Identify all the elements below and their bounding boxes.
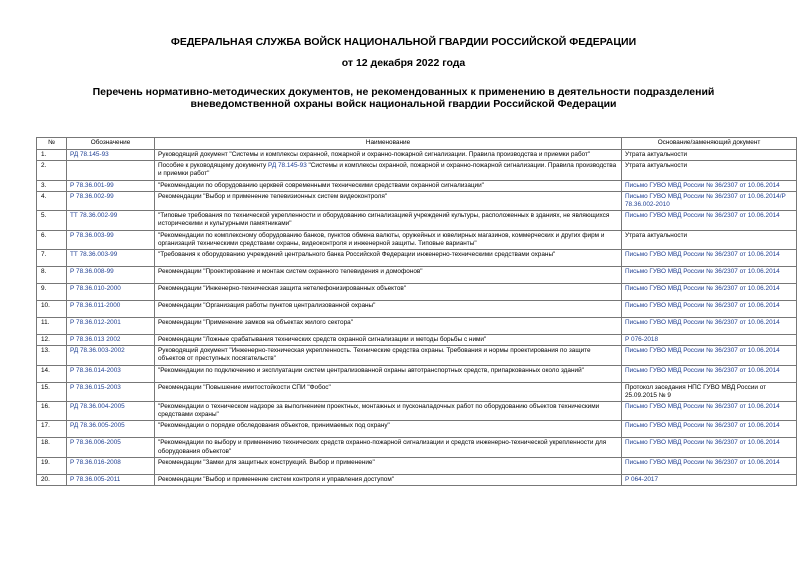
basis-document-link[interactable]: Письмо ГУВО МВД России № 36/2307 от 10.06.2014: [622, 402, 797, 421]
table-row: [37, 402, 797, 421]
document-name-text: Рекомендации "Инженерно-техническая защита нетелефонизированных объектов": [158, 285, 407, 293]
row-number: 1.: [37, 150, 67, 161]
document-name: [155, 457, 622, 474]
document-name: [155, 250, 622, 267]
basis-document-link[interactable]: Письмо ГУВО МВД России № 36/2307 от 10.06.2014: [622, 457, 797, 474]
table-header-row: [37, 138, 797, 150]
basis-document-link[interactable]: Р 064-2017: [622, 474, 797, 485]
document-name: [155, 180, 622, 191]
document-name-text: Рекомендации "Организация работы пунктов централизованной охраны": [158, 302, 376, 310]
document-code-link[interactable]: Р 78.36.016-2008: [67, 457, 155, 474]
document-name: [155, 230, 622, 249]
document-name: [155, 382, 622, 401]
document-code-link[interactable]: ТТ 78.36.003-99: [67, 250, 155, 267]
row-number: 17.: [37, 421, 67, 438]
table-row: [37, 335, 797, 346]
table-row: [37, 301, 797, 318]
document-date: от 12 декабря 2022 года: [341, 57, 466, 69]
row-number: 5.: [37, 211, 67, 230]
row-number: 20.: [37, 474, 67, 485]
document-name: [155, 150, 622, 161]
document-code-link[interactable]: Р 78.36.003-99: [67, 230, 155, 249]
basis-document-link[interactable]: Письмо ГУВО МВД России № 36/2307 от 10.06.2014: [622, 267, 797, 284]
document-name-text: Рекомендации "Выбор и применение телевизионных систем видеоконтроля": [158, 192, 388, 200]
document-name-text: "Требования к оборудованию учреждений центрального банка Российской Федерации инженерно-техническими средствами охраны": [158, 251, 556, 259]
table-row: [37, 318, 797, 335]
table-row: [37, 474, 797, 485]
document-title: Перечень нормативно-методических документов, не рекомендованных к применению в деятельности подразделений вневедомственной охраны войск национальной гвардии Российской Федерации: [92, 86, 715, 110]
document-name: [155, 191, 622, 210]
document-name-text: "Типовые требования по технической укрепленности и оборудованию сигнализацией учреждений культуры, расположенных в зданиях, не являющихся историческими и культурными памятниками": [158, 212, 610, 228]
row-number: 11.: [37, 318, 67, 335]
col-header-code: Обозначение: [67, 138, 155, 150]
document-name-text: "Системы и комплексы охранной, пожарной и охранно-пожарной сигнализации. Правила производства и приемки работ": [158, 162, 617, 178]
document-name: [155, 284, 622, 301]
row-number: 9.: [37, 284, 67, 301]
table-row: [37, 191, 797, 210]
table-row: [37, 284, 797, 301]
document-name: [155, 335, 622, 346]
table-row: [37, 457, 797, 474]
basis-document-link[interactable]: Письмо ГУВО МВД России № 36/2307 от 10.06.2014: [622, 211, 797, 230]
table-row: [37, 382, 797, 401]
table-row: [37, 438, 797, 457]
document-name: [155, 211, 622, 230]
row-number: 8.: [37, 267, 67, 284]
document-name-link[interactable]: РД 78.145-93: [268, 162, 307, 170]
basis-document-link[interactable]: Письмо ГУВО МВД России № 36/2307 от 10.06.2014: [622, 284, 797, 301]
row-number: 12.: [37, 335, 67, 346]
document-name: [155, 267, 622, 284]
row-number: 14.: [37, 365, 67, 382]
document-name: [155, 301, 622, 318]
document-name-text: "Рекомендации по подключению и эксплуатации систем централизованной охраны автотранспортных средств, припаркованных около зданий": [158, 366, 584, 374]
document-code-link[interactable]: Р 78.36.002-99: [67, 191, 155, 210]
basis-text: Утрата актуальности: [622, 161, 797, 180]
table-row: [37, 230, 797, 249]
document-code-link[interactable]: РД 78.36.005-2005: [67, 421, 155, 438]
document-name: [155, 421, 622, 438]
basis-document-link[interactable]: Письмо ГУВО МВД России № 36/2307 от 10.06.2014: [622, 421, 797, 438]
document-code-link[interactable]: Р 78.36.010-2000: [67, 284, 155, 301]
col-header-number: №: [37, 138, 67, 150]
document-name-text: Рекомендации "Повышение имитостойкости СПИ "Фобос": [158, 383, 331, 391]
document-code-link[interactable]: ТТ 78.36.002-99: [67, 211, 155, 230]
document-name-text: Рекомендации "Замки для защитных конструкций. Выбор и применение": [158, 458, 375, 466]
col-header-basis: Основание/заменяющий документ: [622, 138, 797, 150]
basis-document-link[interactable]: Письмо ГУВО МВД России № 36/2307 от 10.06.2014: [622, 365, 797, 382]
table-row: [37, 211, 797, 230]
row-number: 13.: [37, 346, 67, 365]
document-code-link[interactable]: Р 78.36.014-2003: [67, 365, 155, 382]
table-row: [37, 250, 797, 267]
basis-text: Утрата актуальности: [622, 150, 797, 161]
row-number: 10.: [37, 301, 67, 318]
table-row: [37, 150, 797, 161]
row-number: 18.: [37, 438, 67, 457]
document-name-text: Пособие к руководящему документу: [158, 162, 269, 170]
basis-document-link[interactable]: Письмо ГУВО МВД России № 36/2307 от 10.06.2014/Р 78.36.002-2010: [622, 191, 797, 210]
table-row: [37, 267, 797, 284]
document-code-link[interactable]: РД 78.36.004-2005: [67, 402, 155, 421]
basis-document-link[interactable]: Письмо ГУВО МВД России № 36/2307 от 10.06.2014: [622, 438, 797, 457]
table-row: [37, 161, 797, 180]
agency-heading: ФЕДЕРАЛЬНАЯ СЛУЖБА ВОЙСК НАЦИОНАЛЬНОЙ ГВАРДИИ РОССИЙСКОЙ ФЕДЕРАЦИИ: [170, 36, 637, 48]
document-name: [155, 474, 622, 485]
document-code-link[interactable]: Р 78.36.008-99: [67, 267, 155, 284]
basis-document-link[interactable]: Письмо ГУВО МВД России № 36/2307 от 10.06.2014: [622, 301, 797, 318]
table-row: [37, 365, 797, 382]
row-number: 15.: [37, 382, 67, 401]
document-code-link[interactable]: Р 78.36.013 2002: [67, 335, 155, 346]
document-name-text: "Рекомендации по выбору и применению технических средств охранно-пожарной сигнализации и средств инженерно-технической укрепленности для оборудования объектов": [158, 439, 607, 455]
document-name-text: Рекомендации "Проектирование и монтаж систем охранного телевидения и домофонов": [158, 268, 423, 276]
document-name-text: Руководящий документ "Инженерно-техническая укрепленность. Технические средства охраны. Требования и нормы проектирования по защите объектов от преступных посягательств": [158, 347, 591, 363]
basis-document-link[interactable]: Письмо ГУВО МВД России № 36/2307 от 10.06.2014: [622, 318, 797, 335]
basis-document-link[interactable]: Письмо ГУВО МВД России № 36/2307 от 10.06.2014: [622, 346, 797, 365]
document-name: [155, 346, 622, 365]
document-code-link[interactable]: РД 78.145-93: [67, 150, 155, 161]
document-name-text: "Рекомендации по комплексному оборудованию банков, пунктов обмена валюты, оружейных и ювелирных магазинов, коммерческих и других фирм и организаций техническими средствами охраны, видеоконтроля и инженерной защиты. Типовые варианты": [158, 231, 605, 247]
document-code-link[interactable]: Р 78.36.015-2003: [67, 382, 155, 401]
basis-text: Протокол заседания НПС ГУВО МВД России от 25.09.2015 № 9: [622, 382, 797, 401]
row-number: 6.: [37, 230, 67, 249]
basis-text: Утрата актуальности: [622, 230, 797, 249]
table-row: [37, 180, 797, 191]
row-number: 16.: [37, 402, 67, 421]
document-name-text: "Рекомендации по оборудованию церквей современными техническими средствами охранной сигнализации": [158, 181, 484, 189]
document-name-text: "Рекомендации о порядке обследования объектов, принимаемых под охрану": [158, 422, 390, 430]
row-number: 4.: [37, 191, 67, 210]
document-code-link: [67, 161, 155, 180]
document-code-link[interactable]: Р 78.36.005-2011: [67, 474, 155, 485]
basis-document-link[interactable]: Письмо ГУВО МВД России № 36/2307 от 10.06.2014: [622, 180, 797, 191]
row-number: 7.: [37, 250, 67, 267]
documents-table: [36, 137, 797, 486]
document-name-text: Рекомендации "Ложные срабатывания технических средств охранной сигнализации и методы борьбы с ними": [158, 336, 487, 344]
document-code-link[interactable]: РД 78.36.003-2002: [67, 346, 155, 365]
basis-document-link[interactable]: Р 076-2018: [622, 335, 797, 346]
document-code-link[interactable]: Р 78.36.001-99: [67, 180, 155, 191]
document-name-text: "Рекомендации о техническом надзоре за выполнением проектных, монтажных и пусконаладочных работ по оборудованию объектов техническими средствами охраны": [158, 403, 600, 419]
table-body: [37, 150, 797, 486]
col-header-name: Наименование: [155, 138, 622, 150]
row-number: 2.: [37, 161, 67, 180]
row-number: 3.: [37, 180, 67, 191]
table-row: [37, 346, 797, 365]
document-code-link[interactable]: Р 78.36.012-2001: [67, 318, 155, 335]
basis-document-link[interactable]: Письмо ГУВО МВД России № 36/2307 от 10.06.2014: [622, 250, 797, 267]
document-code-link[interactable]: Р 78.36.011-2000: [67, 301, 155, 318]
document-name-text: Рекомендации "Применение замков на объектах жилого сектора": [158, 319, 353, 327]
row-number: 19.: [37, 457, 67, 474]
document-name-text: Руководящий документ "Системы и комплексы охранной, пожарной и охранно-пожарной сигнализации. Правила производства и приемки работ": [158, 151, 591, 158]
document-name: [155, 402, 622, 421]
document-name: [155, 438, 622, 457]
document-name: [155, 318, 622, 335]
table-row: [37, 421, 797, 438]
document-code-link[interactable]: Р 78.36.006-2005: [67, 438, 155, 457]
document-name-text: Рекомендации "Выбор и применение систем контроля и управления доступом": [158, 475, 395, 483]
document-name: [155, 161, 622, 180]
document-name: [155, 365, 622, 382]
